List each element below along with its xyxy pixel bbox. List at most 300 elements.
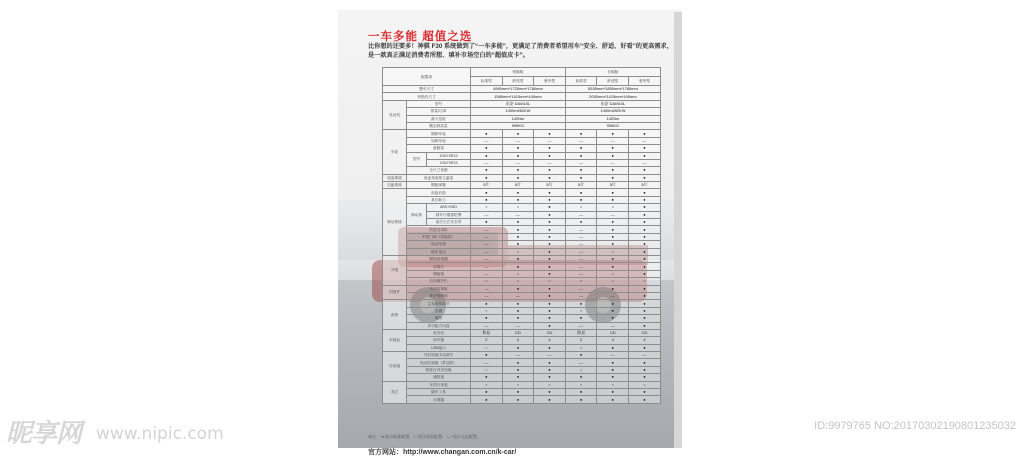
value-cell: ● (502, 219, 534, 226)
value-cell: 142Nm (471, 115, 566, 122)
value-cell: — (471, 322, 503, 329)
value-cell: ● (471, 174, 503, 181)
row-label: 前后左右安全带 (427, 219, 471, 226)
value-cell: ● (629, 204, 661, 211)
watermark-logo: 昵享网 (6, 418, 82, 448)
value-cell: — (471, 211, 503, 218)
table-row (383, 137, 661, 144)
row-label: 额定载质量 (407, 122, 471, 129)
table-row (383, 130, 661, 137)
row-label: 点烟器 (407, 396, 471, 403)
value-cell: — (471, 248, 503, 255)
category-cell: 后悬系统 (383, 182, 407, 189)
value-cell: ● (629, 374, 661, 381)
group-header-long: 长厢版 (565, 68, 660, 77)
value-cell: ● (534, 189, 566, 196)
value-cell: ● (597, 366, 629, 373)
category-cell: 其它 (383, 381, 407, 403)
table-row (383, 100, 661, 107)
value-cell: ● (534, 255, 566, 262)
value-cell: 5片 (534, 182, 566, 189)
category-cell: 车轮 (383, 130, 407, 174)
value-cell: ● (629, 285, 661, 292)
value-cell: 5片 (502, 182, 534, 189)
value-cell: ● (629, 263, 661, 270)
spec-table (382, 67, 661, 404)
value-cell: ● (534, 196, 566, 203)
value-cell: 5片 (565, 182, 597, 189)
table-row (383, 315, 661, 322)
value-cell: ● (534, 396, 566, 403)
row-label: 刹车片磨损报警 (427, 211, 471, 218)
value-cell: ● (534, 152, 566, 159)
row-label: 木纹装饰板 (407, 285, 471, 292)
value-cell: ● (471, 145, 503, 152)
value-cell: ○ (471, 204, 503, 211)
value-cell: ○ (565, 344, 597, 351)
table-row (383, 389, 661, 396)
value-cell: ● (629, 366, 661, 373)
value-cell: ● (471, 167, 503, 174)
row-label: 铝制车轮 (407, 137, 471, 144)
value-cell: ○ (565, 366, 597, 373)
row-label: 前盘后鼓 (407, 189, 471, 196)
value-cell: ● (565, 130, 597, 137)
value-cell: ● (534, 145, 566, 152)
value-cell: ● (629, 241, 661, 248)
value-cell: ● (534, 300, 566, 307)
value-cell: — (502, 159, 534, 166)
value-cell: 5片 (597, 182, 629, 189)
value-cell: ● (534, 270, 566, 277)
value-cell: ● (565, 300, 597, 307)
table-row (383, 374, 661, 381)
value-cell: ● (534, 389, 566, 396)
row-label: 货箱内尺寸 (383, 93, 471, 100)
row-label: 整车尺寸 (383, 86, 471, 93)
value-cell: 1580mm*1415mm*440mm (471, 93, 566, 100)
value-cell: 4 (502, 337, 534, 344)
row-label: 遮阳板 (407, 374, 471, 381)
value-cell: — (597, 211, 629, 218)
footnote: 备注：“●”表示标准配置，“○”表示选装配置，“—”表示无此配置。 (368, 434, 481, 439)
row-label: 前麦弗逊独立悬架 (407, 174, 471, 181)
value-cell: ● (534, 167, 566, 174)
table-row (383, 204, 661, 211)
value-cell: — (471, 270, 503, 277)
value-cell: ● (502, 307, 534, 314)
table-row (383, 152, 661, 159)
table-row (383, 285, 661, 292)
table-header-row (383, 68, 661, 77)
value-cell: 4 (629, 337, 661, 344)
row-label: 扬声器 (407, 337, 471, 344)
table-row (383, 344, 661, 351)
value-cell: ● (471, 189, 503, 196)
value-cell: ● (565, 189, 597, 196)
value-cell: 995KG (565, 122, 660, 129)
value-cell: ● (534, 226, 566, 233)
table-row (383, 366, 661, 373)
value-cell: — (502, 322, 534, 329)
value-cell: 5片 (471, 182, 503, 189)
value-cell: ○ (629, 278, 661, 285)
table-row (383, 122, 661, 129)
value-cell: ○ (502, 278, 534, 285)
value-cell: — (565, 270, 597, 277)
value-cell: — (565, 359, 597, 366)
subcategory-cell: 制动系 (407, 204, 427, 226)
category-cell: 后视镜 (383, 352, 407, 382)
value-cell: ● (629, 359, 661, 366)
table-row (383, 381, 661, 388)
value-cell: 东安 DAM15L (471, 100, 566, 107)
value-cell: ● (502, 189, 534, 196)
value-cell: ● (502, 167, 534, 174)
value-cell: 995KG (471, 122, 566, 129)
value-cell: ● (629, 152, 661, 159)
poster-edge (674, 12, 682, 448)
value-cell: ○ (597, 278, 629, 285)
row-label: 收音机 (407, 329, 471, 336)
config-header: 配置项 (383, 68, 471, 86)
value-cell: ● (502, 359, 534, 366)
value-cell: ● (471, 219, 503, 226)
table-row (383, 322, 661, 329)
category-cell: 座椅 (383, 300, 407, 330)
value-cell: ● (597, 300, 629, 307)
table-row (383, 189, 661, 196)
value-cell: ○ (597, 248, 629, 255)
value-cell: — (534, 352, 566, 359)
value-cell: ● (502, 344, 534, 351)
value-cell: ● (534, 248, 566, 255)
value-cell: — (471, 159, 503, 166)
table-row (383, 359, 661, 366)
value-cell: ● (597, 315, 629, 322)
table-row (383, 255, 661, 262)
value-cell: ● (597, 307, 629, 314)
value-cell: ● (565, 145, 597, 152)
website-link[interactable]: 官方网站：http://www.changan.com.cn/k-car/ (368, 449, 517, 456)
value-cell: ● (534, 366, 566, 373)
value-cell: — (565, 233, 597, 240)
row-label: 豪华型座椅 (407, 292, 471, 299)
value-cell: ○ (502, 248, 534, 255)
value-cell: ● (502, 374, 534, 381)
table-row (383, 307, 661, 314)
row-label: 随车工具 (407, 389, 471, 396)
watermark-id: ID:9979765 NO:20170302190801235032 (814, 420, 1016, 432)
value-cell: ● (471, 315, 503, 322)
value-cell: ○ (565, 381, 597, 388)
value-cell: — (565, 263, 597, 270)
table-row (383, 337, 661, 344)
value-cell: 4990mm*1720mm*1780mm (471, 86, 566, 93)
value-cell: ○ (597, 270, 629, 277)
row-label: 空调 (407, 307, 471, 314)
value-cell: ● (597, 152, 629, 159)
value-cell: ● (502, 389, 534, 396)
value-cell: ● (565, 396, 597, 403)
value-cell: ● (534, 241, 566, 248)
value-cell: CD (502, 329, 534, 336)
value-cell: 2000mm*1415mm*440mm (565, 93, 660, 100)
value-cell: ○ (629, 381, 661, 388)
value-cell: ● (502, 255, 534, 262)
value-cell: ○ (502, 204, 534, 211)
value-cell: ○ (597, 204, 629, 211)
row-label: 中控门锁（带遥控） (407, 233, 471, 240)
value-cell: ● (597, 374, 629, 381)
version-header: 舒适型 (597, 77, 629, 86)
value-cell: ● (597, 226, 629, 233)
value-cell: ● (502, 396, 534, 403)
value-cell: ● (629, 255, 661, 262)
value-cell: — (565, 322, 597, 329)
row-label: 暖风 (407, 315, 471, 322)
value-cell: — (565, 241, 597, 248)
value-cell: ● (471, 300, 503, 307)
value-cell: ○ (471, 278, 503, 285)
value-cell: — (502, 352, 534, 359)
category-cell: 底盘系统 (383, 174, 407, 181)
row-label: 钢制车轮 (407, 130, 471, 137)
value-cell: 简易 (471, 329, 503, 336)
value-cell: 2 (471, 337, 503, 344)
value-cell: ● (502, 145, 534, 152)
value-cell: — (597, 322, 629, 329)
row-label: 前雾灯 (407, 263, 471, 270)
value-cell: — (471, 241, 503, 248)
value-cell: ● (597, 174, 629, 181)
row-label: 电动车窗 (407, 241, 471, 248)
value-cell: — (471, 233, 503, 240)
value-cell: ● (502, 196, 534, 203)
value-cell: ● (597, 285, 629, 292)
value-cell: ● (502, 366, 534, 373)
value-cell: ● (534, 285, 566, 292)
value-cell: ● (629, 167, 661, 174)
value-cell: ○ (502, 270, 534, 277)
value-cell: 东安 DAM15L (565, 100, 660, 107)
subcategory-cell: 型号 (407, 152, 427, 167)
value-cell: ● (471, 130, 503, 137)
value-cell: ○ (471, 366, 503, 373)
value-cell: ● (502, 300, 534, 307)
value-cell: ● (502, 130, 534, 137)
value-cell: ● (534, 233, 566, 240)
value-cell: ● (534, 211, 566, 218)
value-cell: 5535mm*1850mm*1780mm (565, 86, 660, 93)
value-cell: ● (565, 167, 597, 174)
value-cell: ● (629, 174, 661, 181)
value-cell: — (502, 292, 534, 299)
value-cell: ● (597, 145, 629, 152)
value-cell: — (565, 285, 597, 292)
value-cell: ● (534, 219, 566, 226)
value-cell: ● (565, 389, 597, 396)
table-row (383, 352, 661, 359)
row-label: 外后视镜手动调节 (407, 352, 471, 359)
row-label: 排量/功率 (407, 108, 471, 115)
value-cell: ● (597, 189, 629, 196)
value-cell: ● (629, 389, 661, 396)
value-cell: — (471, 263, 503, 270)
value-cell: ● (629, 248, 661, 255)
value-cell: ● (597, 219, 629, 226)
value-cell: 简易 (565, 329, 597, 336)
value-cell: — (565, 248, 597, 255)
value-cell: CD (534, 329, 566, 336)
value-cell: ○ (565, 278, 597, 285)
value-cell: ● (471, 389, 503, 396)
value-cell: ● (502, 285, 534, 292)
value-cell: ● (565, 352, 597, 359)
value-cell: ● (534, 174, 566, 181)
value-cell: ● (629, 233, 661, 240)
table-row (383, 182, 661, 189)
value-cell: ● (534, 315, 566, 322)
value-cell: — (565, 211, 597, 218)
version-header: 标准型 (565, 77, 597, 86)
value-cell: — (534, 159, 566, 166)
row-label: 倒车雷达 (407, 248, 471, 255)
value-cell: ○ (565, 204, 597, 211)
value-cell: ● (565, 374, 597, 381)
value-cell: ● (565, 196, 597, 203)
value-cell: — (597, 352, 629, 359)
value-cell: — (471, 255, 503, 262)
value-cell: ● (534, 263, 566, 270)
value-cell: — (471, 226, 503, 233)
spec-poster (338, 10, 682, 456)
value-cell: 1490ml/82KW (471, 108, 566, 115)
value-cell: — (597, 292, 629, 299)
table-row (383, 300, 661, 307)
value-cell: ● (534, 204, 566, 211)
group-header-short: 短厢版 (471, 68, 566, 77)
value-cell: ● (502, 152, 534, 159)
value-cell: — (471, 137, 503, 144)
value-cell: ● (597, 255, 629, 262)
table-row (383, 233, 661, 240)
value-cell: — (565, 226, 597, 233)
value-cell: ● (597, 241, 629, 248)
table-row (383, 93, 661, 100)
value-cell: ● (565, 219, 597, 226)
value-cell: ● (597, 233, 629, 240)
value-cell: ● (597, 359, 629, 366)
value-cell: ● (534, 374, 566, 381)
category-cell: 车载品 (383, 329, 407, 351)
value-cell: — (597, 137, 629, 144)
value-cell: 2 (565, 337, 597, 344)
row-label: 195/70R15 (427, 152, 471, 159)
table-row (383, 278, 661, 285)
value-cell: — (629, 352, 661, 359)
row-label: 195/70R15 (427, 159, 471, 166)
value-cell: ● (629, 307, 661, 314)
value-cell: ● (502, 263, 534, 270)
row-label: 防盗发动机 (407, 226, 471, 233)
value-cell: ○ (471, 307, 503, 314)
value-cell: 4 (534, 337, 566, 344)
value-cell: ● (597, 389, 629, 396)
row-label: 后货箱护栏 (407, 278, 471, 285)
value-cell: — (471, 285, 503, 292)
table-row (383, 329, 661, 336)
table-row (383, 174, 661, 181)
row-label: ABS+EBD (427, 204, 471, 211)
row-label: 钢板弹簧 (407, 182, 471, 189)
value-cell: ○ (471, 344, 503, 351)
value-cell: ○ (597, 381, 629, 388)
value-cell: ● (502, 241, 534, 248)
value-cell: — (471, 292, 503, 299)
table-row (383, 248, 661, 255)
spec-table-body (383, 68, 661, 404)
value-cell: ● (534, 130, 566, 137)
value-cell: ● (629, 270, 661, 277)
value-cell: ● (629, 344, 661, 351)
value-cell: ● (629, 396, 661, 403)
value-cell: ● (502, 315, 534, 322)
value-cell: ● (502, 226, 534, 233)
value-cell: ● (471, 374, 503, 381)
table-row (383, 263, 661, 270)
value-cell: 5片 (629, 182, 661, 189)
value-cell: ● (629, 226, 661, 233)
intro-text: 比你想的还要多！神骐 F30 系统做到了“一车多能”，更满足了消费者希望用车“安全、舒适、好看”的更高需求，是一款真正满足消费者所想、填补市场空白的“超值皮卡”。 (368, 43, 673, 59)
value-cell: ● (502, 233, 534, 240)
value-cell: ○ (471, 381, 503, 388)
table-row (383, 145, 661, 152)
value-cell: ● (629, 145, 661, 152)
value-cell: — (629, 137, 661, 144)
value-cell: — (565, 255, 597, 262)
table-row (383, 226, 661, 233)
version-header: 标准型 (471, 77, 503, 86)
value-cell: ● (534, 359, 566, 366)
value-cell: ● (629, 322, 661, 329)
row-label: 多功能方向盘 (407, 322, 471, 329)
row-label: 全尺寸备胎 (407, 167, 471, 174)
value-cell: ● (534, 344, 566, 351)
table-row (383, 292, 661, 299)
row-label: 真空助力 (407, 196, 471, 203)
value-cell: ● (471, 396, 503, 403)
value-cell: ● (565, 174, 597, 181)
table-row (383, 196, 661, 203)
row-label: 车顶行李架 (407, 381, 471, 388)
value-cell: — (597, 159, 629, 166)
value-cell: CD (629, 329, 661, 336)
value-cell: — (502, 137, 534, 144)
value-cell: ● (629, 130, 661, 137)
row-label: 侧踏板 (407, 270, 471, 277)
value-cell: ● (629, 211, 661, 218)
row-label: 主驾座椅调节 (407, 300, 471, 307)
value-cell: — (565, 159, 597, 166)
value-cell: ● (597, 167, 629, 174)
row-label: 最大扭矩 (407, 115, 471, 122)
value-cell: CD (597, 329, 629, 336)
value-cell: ● (629, 219, 661, 226)
row-label: 防眩目内后视镜 (407, 366, 471, 373)
value-cell: ● (597, 263, 629, 270)
headline: 一车多能 超值之选 (368, 31, 473, 43)
